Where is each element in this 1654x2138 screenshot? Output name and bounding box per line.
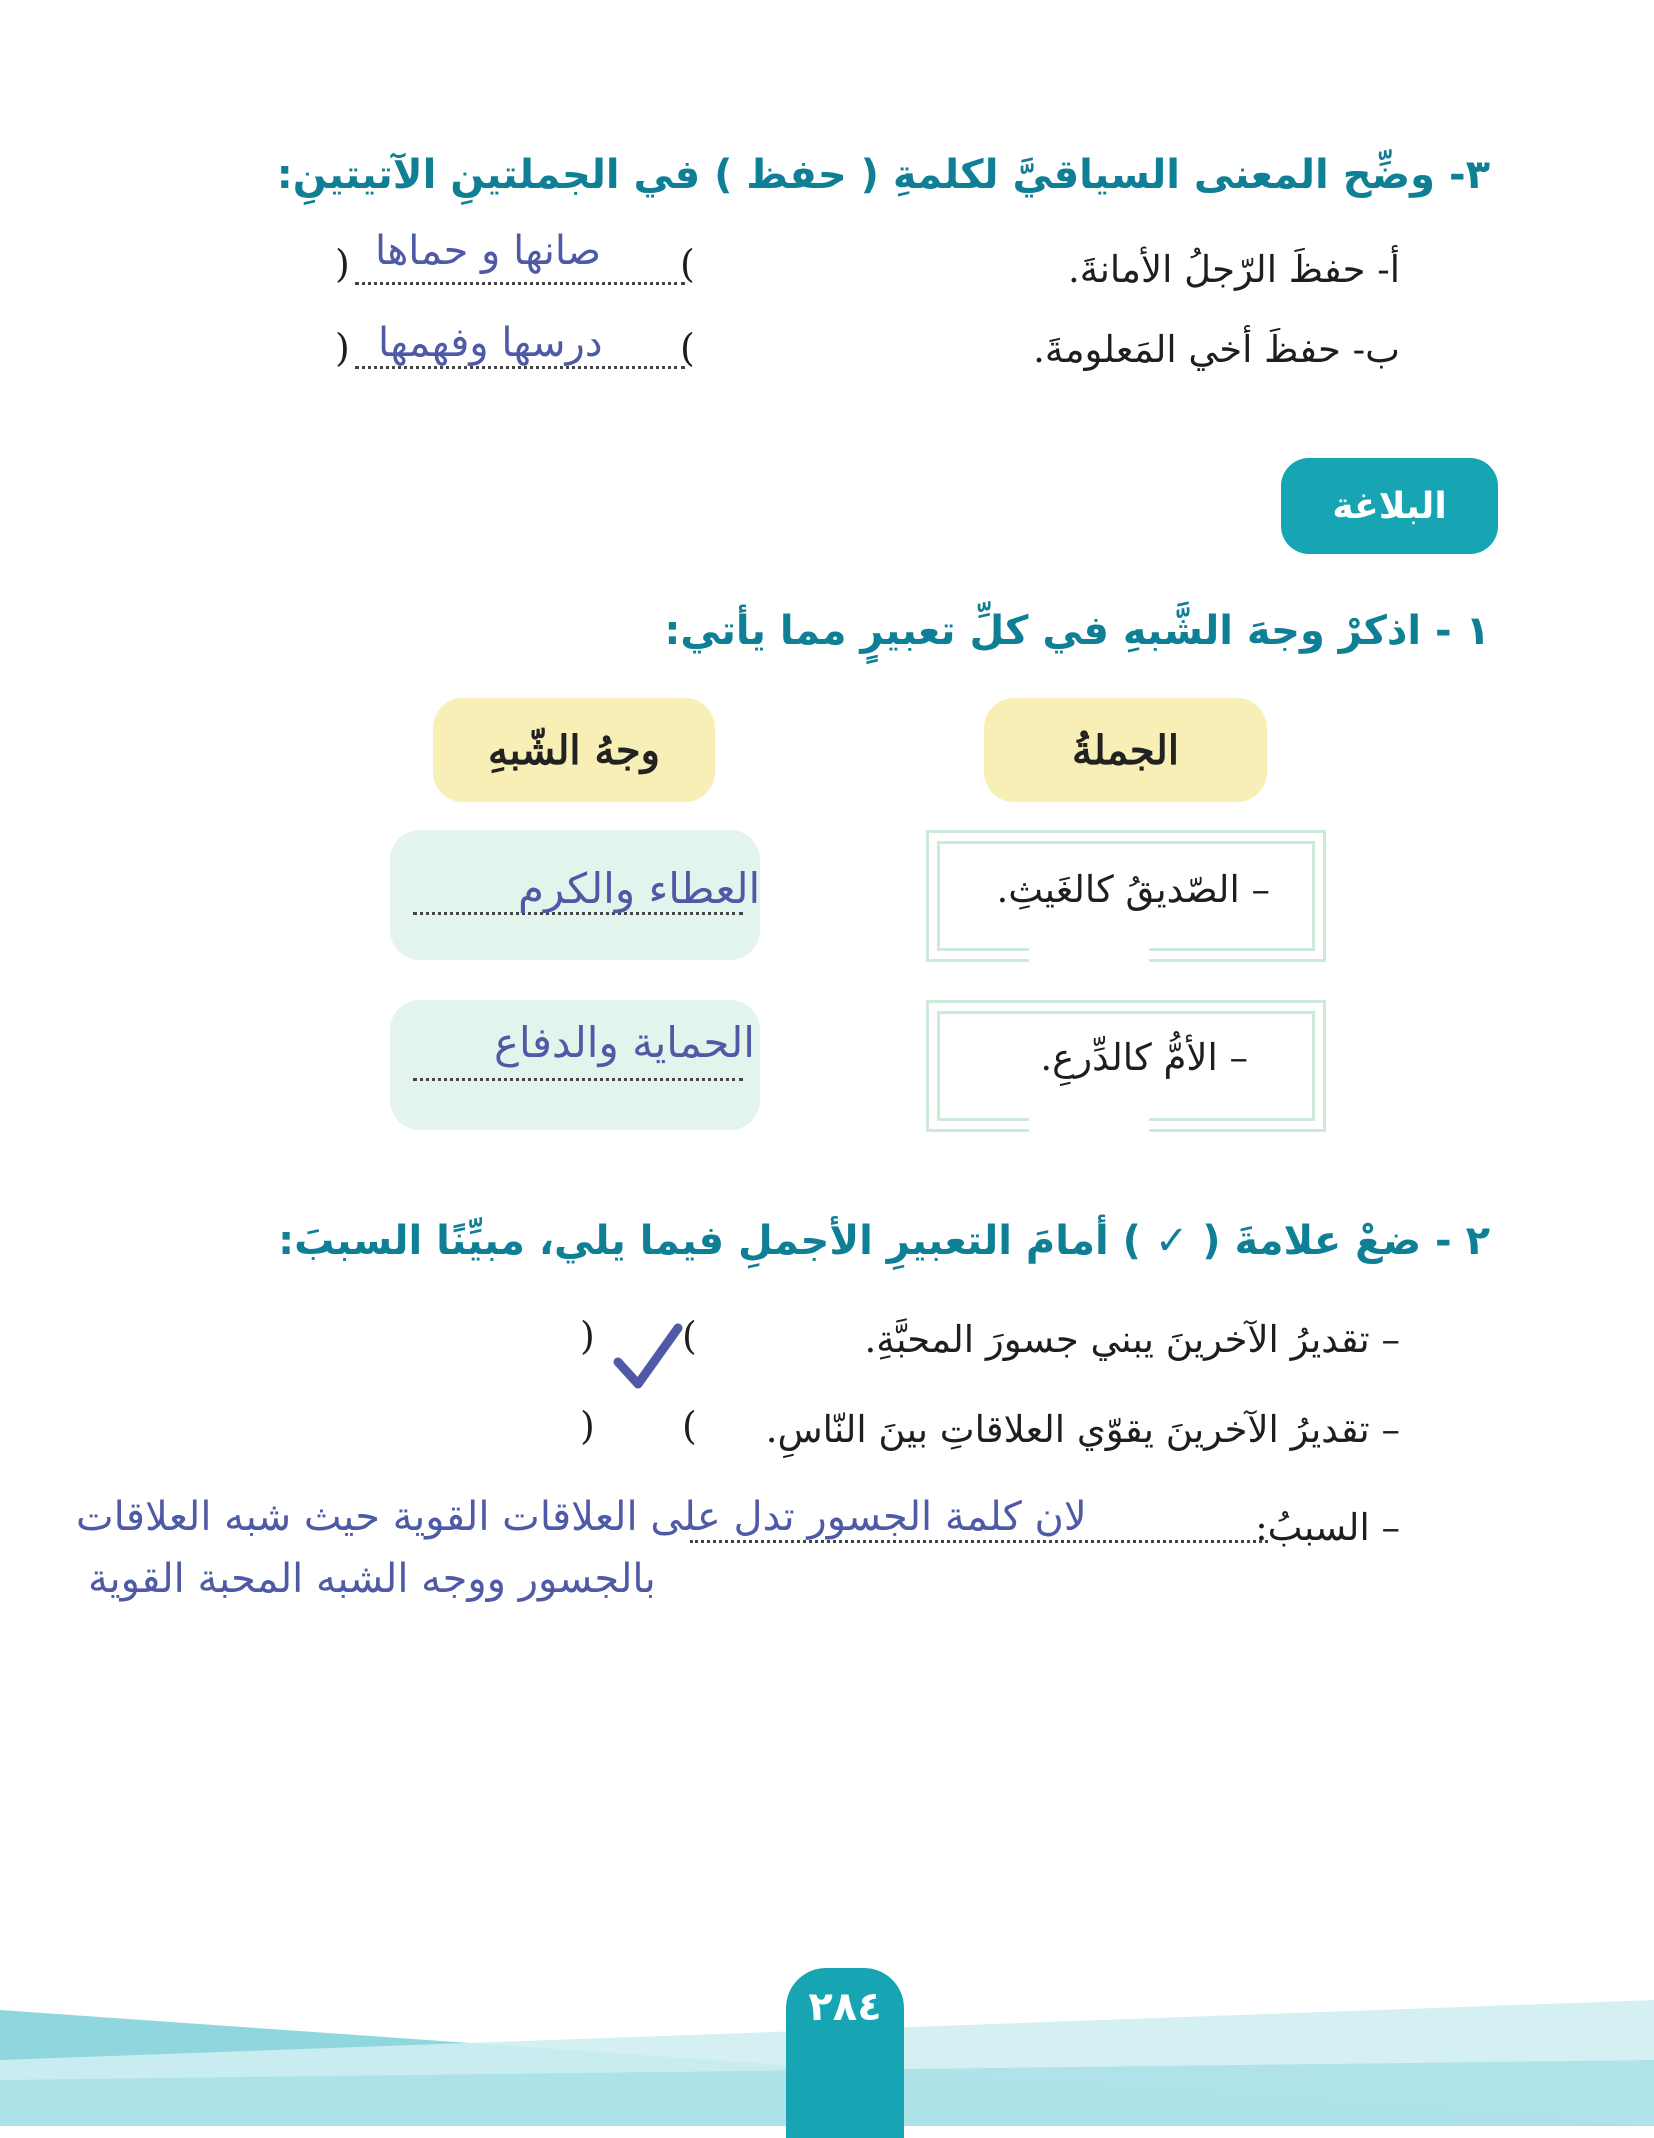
q3-paren-a: ( [335, 242, 350, 286]
q1-title: ١ - اذكرْ وجهَ الشَّبهِ في كلِّ تعبيرٍ مما يأتي: [664, 608, 1490, 654]
answer-row-1[interactable]: العطاء والكرم [518, 864, 761, 913]
q2-option-2: – تقديرُ الآخرينَ يقوّي العلاقاتِ بينَ النّاسِ. [765, 1408, 1400, 1451]
check-mark-icon[interactable] [612, 1322, 684, 1390]
q3-answer-a[interactable]: صانها و حماها [375, 228, 601, 274]
q3-sentence-a: أ- حفظَ الرّجلُ الأمانةَ. [1067, 248, 1400, 291]
header-sentence: الجملةُ [984, 698, 1267, 802]
q2-option-1-paren-open: ( [580, 1314, 595, 1358]
header-similarity: وجهُ الشّبهِ [433, 698, 715, 802]
answer-dotted-line-2 [413, 1078, 743, 1081]
q3-dotted-line-b [355, 366, 685, 369]
q3-sentence-b: ب- حفظَ أخي المَعلومةَ. [1033, 328, 1400, 371]
sentence-row-2: – الأمُّ كالدِّرعِ. [1040, 1036, 1248, 1079]
q2-option-2-paren-close: ) [682, 1404, 697, 1448]
q3-paren-a-close: ) [680, 242, 695, 286]
q2-reason-line-1[interactable]: لان كلمة الجسور تدل على العلاقات القوية حيث شبه العلاقات [76, 1494, 1087, 1540]
q2-reason-label: – السببُ: [1255, 1506, 1400, 1549]
answer-row-2[interactable]: الحماية والدفاع [494, 1018, 755, 1067]
q2-title: ٢ - ضعْ علامةَ ( ✓ ) أمامَ التعبيرِ الأجملِ فيما يلي، مبيِّنًا السببَ: [278, 1218, 1490, 1264]
sentence-row-1: – الصّديقُ كالغَيثِ. [996, 868, 1270, 911]
q2-reason-line-2[interactable]: بالجسور ووجه الشبه المحبة القوية [88, 1556, 656, 1602]
q3-answer-b[interactable]: درسها وفهمها [378, 320, 603, 366]
q2-reason-dotted-line [690, 1540, 1268, 1543]
page-number: ٢٨٤ [808, 1984, 882, 2030]
section-badge-balagha: البلاغة [1281, 458, 1498, 554]
q2-option-2-paren-open: ( [580, 1404, 595, 1448]
q3-paren-b-close: ) [680, 326, 695, 370]
q3-dotted-line-a [355, 282, 685, 285]
q3-paren-b: ( [335, 326, 350, 370]
q2-option-1: – تقديرُ الآخرينَ يبني جسورَ المحبَّةِ. [864, 1318, 1400, 1361]
q3-title: ٣- وضِّح المعنى السياقيَّ لكلمةِ ( حفظ ) في الجملتينِ الآتيتينِ: [276, 152, 1490, 198]
q2-option-1-paren-close: ) [682, 1314, 697, 1358]
